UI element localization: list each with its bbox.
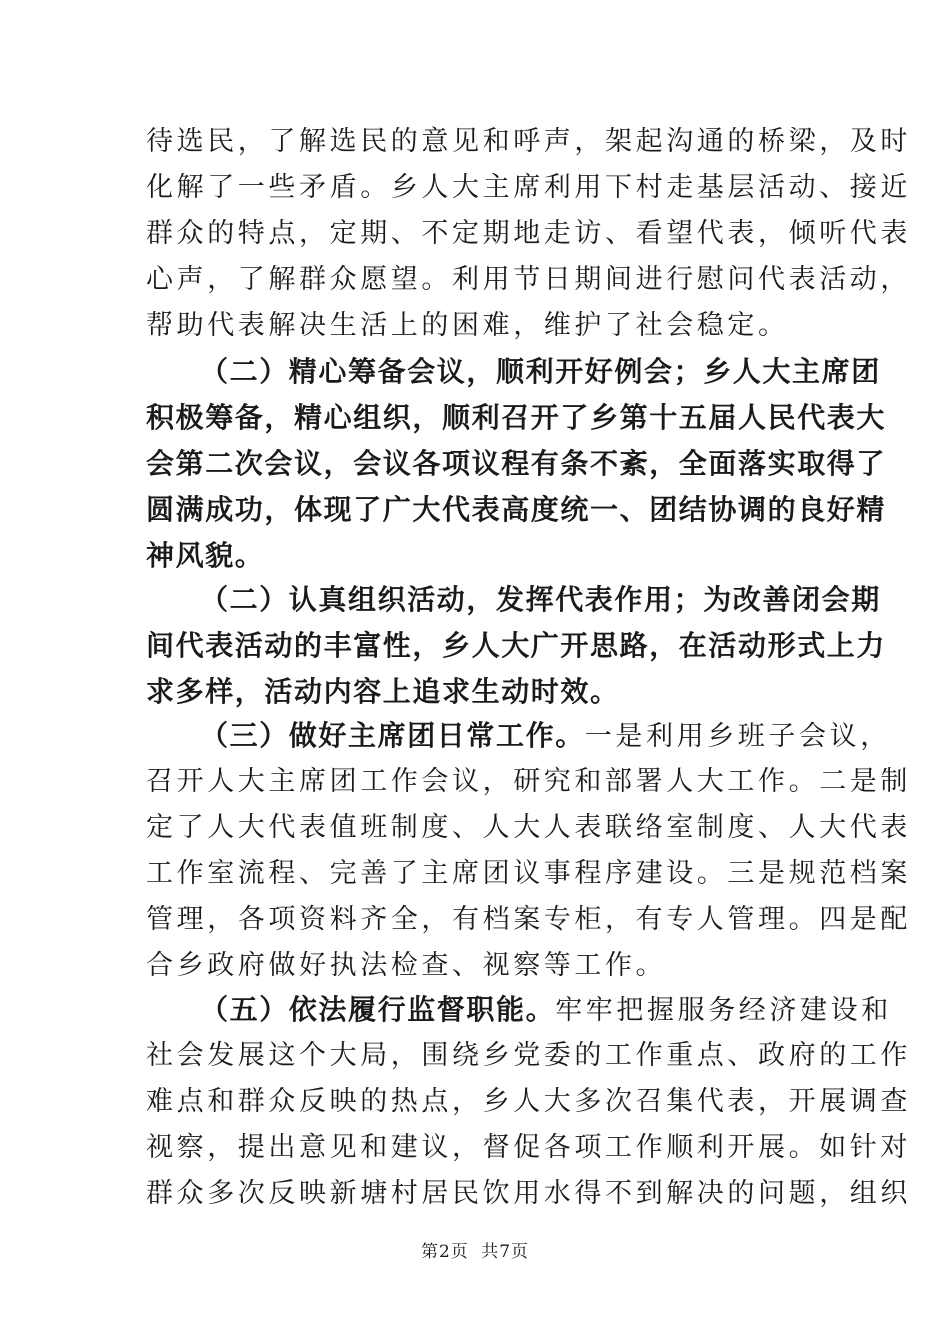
body-text-line: 定了人大代表值班制度、人大人表联络室制度、人大代表 (146, 812, 911, 843)
body-text-line: 群众多次反映新塘村居民饮用水得不到解决的问题，组织 (146, 1178, 911, 1209)
body-text-line: 群众的特点，定期、不定期地走访、看望代表，倾听代表 (146, 218, 911, 249)
body-text-line: 社会发展这个大局，围绕乡党委的工作重点、政府的工作 (146, 1040, 911, 1071)
section-first-line (200, 990, 892, 1030)
body-text: 一是利用乡班子会议， (584, 721, 891, 752)
section-heading-line: （二）认真组织活动，发挥代表作用；为改善闭会期 (200, 583, 881, 616)
body-text-line: 难点和群众反映的热点，乡人大多次召集代表，开展调查 (146, 1086, 911, 1117)
bold-text-line: 会第二次会议，会议各项议程有条不紊，全面落实取得了 (146, 447, 887, 480)
section-first-line (200, 716, 891, 756)
body-text-line: 帮助代表解决生活上的困难，维护了社会稳定。 (146, 310, 789, 341)
page-footer (0, 1240, 950, 1264)
page-number: 第2页 (420, 1242, 469, 1262)
body-text-line: 管理，各项资料齐全，有档案专柜，有专人管理。四是配 (146, 904, 911, 935)
body-text-line: 待选民，了解选民的意见和呼声，架起沟通的桥梁，及时 (146, 126, 911, 157)
body-text-line: 召开人大主席团工作会议，研究和部署人大工作。二是制 (146, 766, 911, 797)
section-heading: （五）依法履行监督职能。 (200, 993, 556, 1026)
bold-text-line: 求多样，活动内容上追求生动时效。 (146, 675, 620, 708)
page-total: 共7页 (481, 1242, 530, 1262)
body-text-line: 合乡政府做好执法检查、视察等工作。 (146, 950, 667, 981)
bold-text-line: 圆满成功，体现了广大代表高度统一、团结协调的良好精 (146, 493, 887, 526)
body-text-line: 化解了一些矛盾。乡人大主席利用下村走基层活动、接近 (146, 172, 911, 203)
body-text: 牢牢把握服务经济建设和 (555, 995, 892, 1026)
bold-text-line: 神风貌。 (146, 539, 265, 572)
bold-text-line: 积极筹备，精心组织，顺利召开了乡第十五届人民代表大 (146, 401, 887, 434)
bold-text-line: 间代表活动的丰富性，乡人大广开思路，在活动形式上力 (146, 629, 887, 662)
section-heading-line: （二）精心筹备会议，顺利开好例会；乡人大主席团 (200, 355, 881, 388)
body-text-line: 视察，提出意见和建议，督促各项工作顺利开展。如针对 (146, 1132, 911, 1163)
section-heading: （三）做好主席团日常工作。 (200, 719, 585, 752)
body-text-line: 工作室流程、完善了主席团议事程序建设。三是规范档案 (146, 858, 911, 889)
body-text-line: 心声，了解群众愿望。利用节日期间进行慰问代表活动， (146, 264, 911, 295)
